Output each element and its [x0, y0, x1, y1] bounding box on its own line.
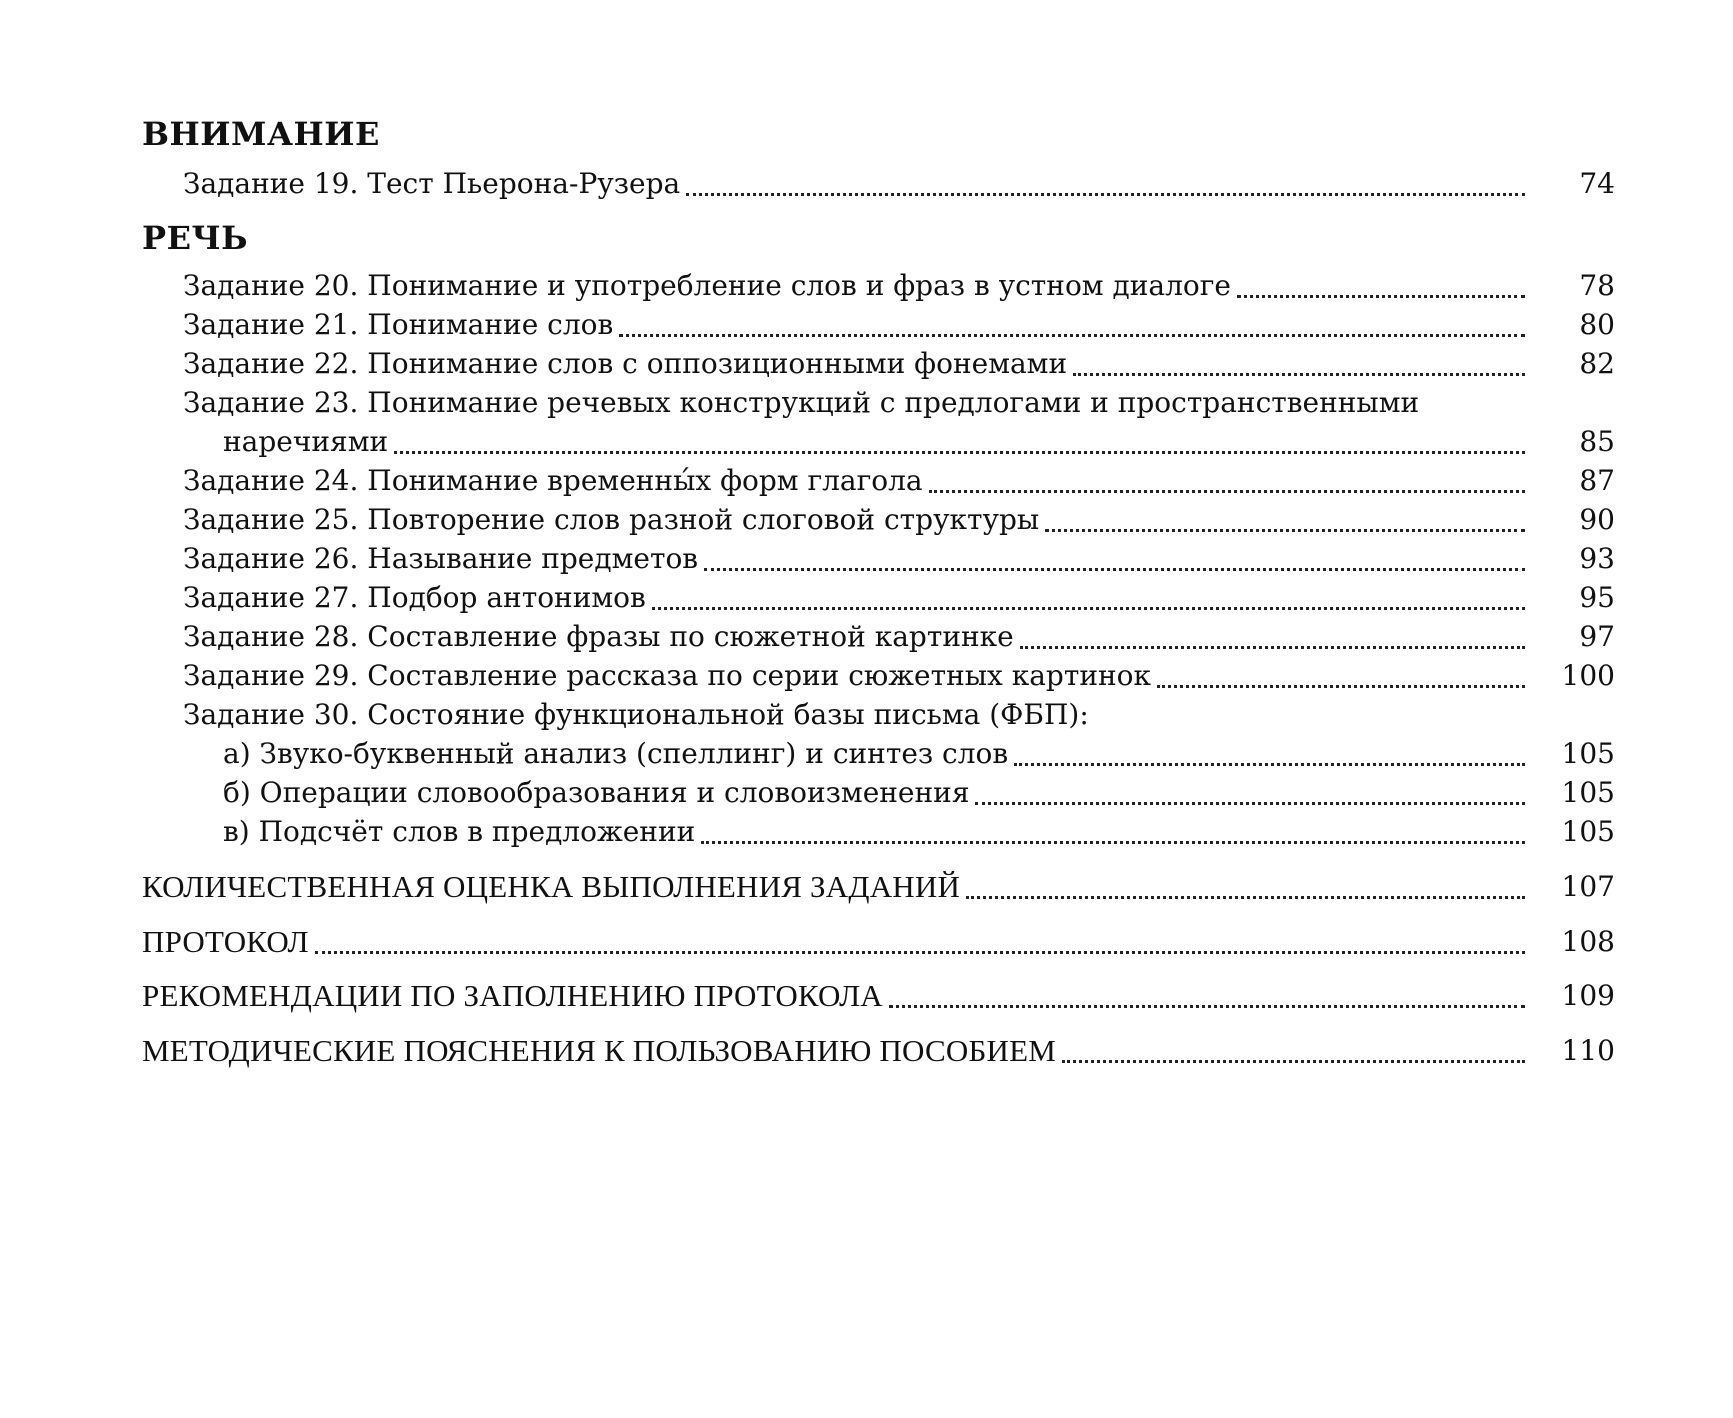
toc-entry-page: 87: [1579, 464, 1615, 497]
toc-entry-line: [142, 976, 1525, 1016]
toc-entry-page: 109: [1561, 979, 1615, 1012]
toc-entry-title: Задание 29. Составление рассказа по серии сюжетных картинок: [183, 659, 1157, 692]
toc-entry[interactable]: [0, 539, 1733, 579]
toc-entry-line: [223, 734, 1525, 774]
toc-entry-line: [183, 164, 1525, 204]
toc-entry-title: КОЛИЧЕСТВЕННАЯ ОЦЕНКА ВЫПОЛНЕНИЯ ЗАДАНИЙ: [142, 869, 966, 904]
toc-entry-page: 95: [1579, 581, 1615, 614]
leader-dots: [701, 839, 1525, 844]
toc-entry[interactable]: [0, 617, 1733, 657]
toc-entry-title: ПРОТОКОЛ: [142, 924, 315, 959]
toc-entry-line: [183, 656, 1525, 696]
toc-entry-page: 97: [1579, 620, 1615, 653]
toc-entry-page: 107: [1561, 870, 1615, 903]
leader-dots: [1062, 1058, 1525, 1063]
toc-entry[interactable]: [0, 500, 1733, 540]
toc-entry-page: 105: [1561, 737, 1615, 770]
toc-entry-line: [223, 422, 1525, 462]
toc-entry-line: [183, 305, 1525, 345]
section-heading-speech: РЕЧЬ: [142, 219, 249, 257]
toc-entry-page: 110: [1561, 1034, 1615, 1067]
toc-entry-caps[interactable]: [0, 1031, 1733, 1071]
toc-entry-title: в) Подсчёт слов в предложении: [223, 815, 701, 848]
toc-entry-title: Задание 20. Понимание и употребление слов и фраз в устном диалоге: [183, 269, 1237, 302]
toc-entry-caps[interactable]: [0, 922, 1733, 962]
toc-entry-title: Задание 27. Подбор антонимов: [183, 581, 652, 614]
toc-entry-line: [183, 617, 1525, 657]
toc-entry-caps[interactable]: [0, 867, 1733, 907]
leader-dots: [1014, 761, 1525, 766]
toc-entry-page: 85: [1579, 425, 1615, 458]
leader-dots: [652, 605, 1525, 610]
leader-dots: [619, 332, 1525, 337]
toc-entry-page: 93: [1579, 542, 1615, 575]
toc-entry-title: Задание 26. Называние предметов: [183, 542, 704, 575]
toc-entry-caps[interactable]: [0, 976, 1733, 1016]
toc-entry-title: МЕТОДИЧЕСКИЕ ПОЯСНЕНИЯ К ПОЛЬЗОВАНИЮ ПОСОБИЕМ: [142, 1033, 1062, 1068]
leader-dots: [975, 800, 1525, 805]
toc-entry-title: Задание 28. Составление фразы по сюжетной картинке: [183, 620, 1020, 653]
section-heading-attention: ВНИМАНИЕ: [142, 115, 380, 153]
leader-dots: [315, 949, 1525, 954]
leader-dots: [1020, 644, 1525, 649]
toc-entry-title: Задание 19. Тест Пьерона-Рузера: [183, 167, 686, 200]
toc-entry-continuation[interactable]: [0, 422, 1733, 462]
toc-entry-page: 80: [1579, 308, 1615, 341]
toc-entry[interactable]: [0, 305, 1733, 345]
toc-entry-line: [183, 461, 1525, 501]
toc-subentry[interactable]: [0, 773, 1733, 813]
toc-entry-line: [183, 500, 1525, 540]
leader-dots: [1157, 683, 1525, 688]
toc-entry-title: наречиями: [223, 425, 394, 458]
toc-entry[interactable]: [0, 461, 1733, 501]
leader-dots: [686, 191, 1525, 196]
toc-entry-title: Задание 25. Повторение слов разной слоговой структуры: [183, 503, 1045, 536]
toc-entry[interactable]: [0, 344, 1733, 384]
toc-entry-title: б) Операции словообразования и словоизменения: [223, 776, 975, 809]
toc-entry-page: 74: [1579, 167, 1615, 200]
toc-entry-page: 108: [1561, 925, 1615, 958]
leader-dots: [889, 1003, 1525, 1008]
toc-entry-title: а) Звуко-буквенный анализ (спеллинг) и синтез слов: [223, 737, 1014, 770]
toc-entry-title: РЕКОМЕНДАЦИИ ПО ЗАПОЛНЕНИЮ ПРОТОКОЛА: [142, 978, 889, 1013]
leader-dots: [1073, 371, 1525, 376]
toc-entry[interactable]: [0, 164, 1733, 204]
toc-entry-page: 105: [1561, 776, 1615, 809]
toc-entry[interactable]: [0, 578, 1733, 618]
leader-dots: [1237, 293, 1525, 298]
toc-entry-line: [223, 812, 1525, 852]
toc-subentry[interactable]: [0, 734, 1733, 774]
toc-entry-title: Задание 22. Понимание слов с оппозиционными фонемами: [183, 347, 1073, 380]
leader-dots: [929, 488, 1525, 493]
leader-dots: [704, 566, 1525, 571]
toc-entry[interactable]: [0, 266, 1733, 306]
toc-entry-line: [142, 867, 1525, 907]
toc-entry-page: 82: [1579, 347, 1615, 380]
toc-subentry[interactable]: [0, 812, 1733, 852]
toc-entry-title: Задание 21. Понимание слов: [183, 308, 619, 341]
toc-entry-line: [223, 773, 1525, 813]
toc-entry-line: [183, 344, 1525, 384]
toc-entry-line: [183, 578, 1525, 618]
toc-entry-line: [183, 539, 1525, 579]
toc-entry-title: Задание 23. Понимание речевых конструкций с предлогами и пространственными: [183, 386, 1420, 419]
leader-dots: [1045, 527, 1525, 532]
toc-entry-title: Задание 24. Понимание временны́х форм глагола: [183, 464, 929, 497]
leader-dots: [966, 894, 1525, 899]
toc-entry-page: 90: [1579, 503, 1615, 536]
toc-entry-line: [142, 1031, 1525, 1071]
toc-entry[interactable]: [0, 656, 1733, 696]
toc-entry-title: Задание 30. Состояние функциональной базы письма (ФБП):: [183, 698, 1089, 731]
toc-entry-page: 105: [1561, 815, 1615, 848]
toc-entry-page: 78: [1579, 269, 1615, 302]
toc-entry-page: 100: [1561, 659, 1615, 692]
toc-entry-line: [183, 266, 1525, 306]
toc-entry-line: [142, 922, 1525, 962]
leader-dots: [394, 449, 1525, 454]
